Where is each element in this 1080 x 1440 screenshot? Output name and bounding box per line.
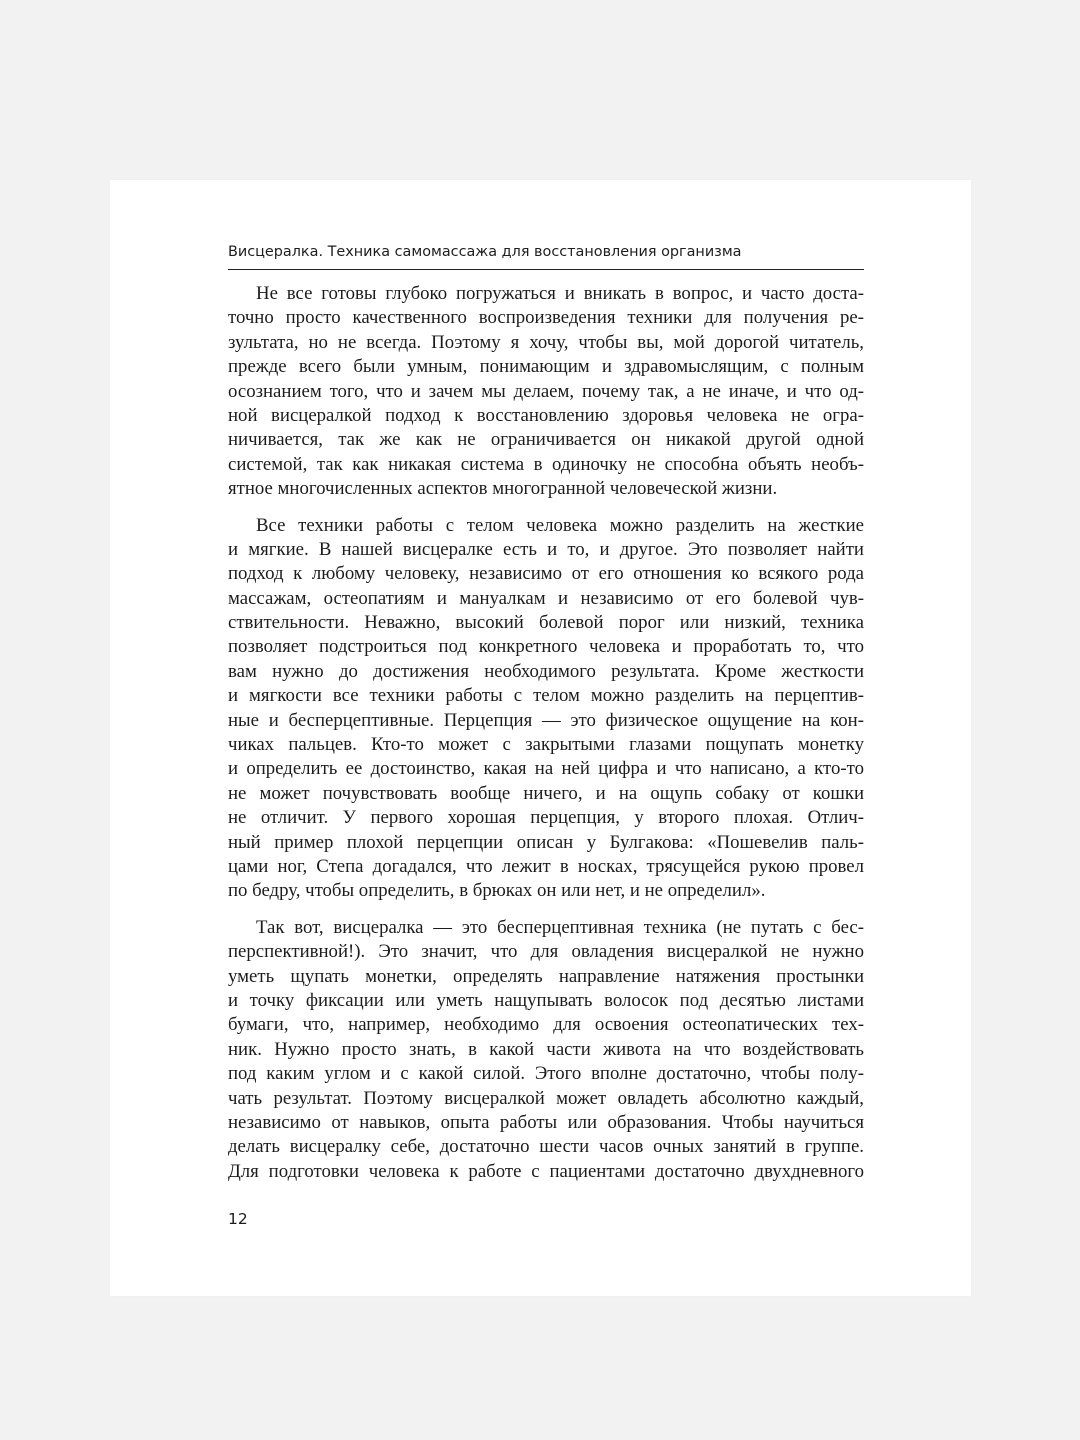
text-line: и определить ее достоинство, какая на ней цифра и что написано, а кто-то <box>228 758 864 780</box>
text-line: осознанием того, что и зачем мы делаем, почему так, а не иначе, и что од- <box>228 380 864 402</box>
text-line: и точку фиксации или уметь нащупывать волосок под десятью листами <box>228 989 864 1011</box>
text-line: системой, так как никакая система в одиночку не способна объять необъ- <box>228 453 864 475</box>
text-line: ятное многочисленных аспектов многогранной человеческой жизни. <box>228 478 778 500</box>
text-line: ничивается, так же как не ограничивается он никакой другой одной <box>228 429 864 451</box>
text-line: Все техники работы с телом человека можно разделить на жесткие <box>256 514 864 536</box>
text-line: не отличит. У первого хорошая перцепция, у второго плохая. Отлич- <box>228 807 864 829</box>
text-line: чать результат. Поэтому висцералкой может овладеть абсолютно каждый, <box>228 1087 864 1109</box>
text-line: Не все готовы глубоко погружаться и вникать в вопрос, и часто доста- <box>256 283 864 304</box>
text-line: массажам, остеопатиям и мануалкам и независимо от его болевой чув- <box>228 587 864 609</box>
text-line: делать висцералку себе, достаточно шести часов очных занятий в группе. <box>228 1136 864 1158</box>
text-line: независимо от навыков, опыта работы или образования. Чтобы научиться <box>228 1111 864 1133</box>
running-header-title: Висцералка. Техника самомассажа для восстановления организма <box>228 244 742 260</box>
text-line: не может почувствовать вообще ничего, и на ощупь собаку от кошки <box>228 782 864 804</box>
text-line: уметь щупать монетки, определять направление натяжения простынки <box>228 965 864 987</box>
text-line: вам нужно до достижения необходимого результата. Кроме жесткости <box>228 660 864 682</box>
text-line: и мягкости все техники работы с телом можно разделить на перцептив- <box>228 685 864 707</box>
text-line: ник. Нужно просто знать, в какой части живота на что воздействовать <box>228 1038 864 1060</box>
text-line: ные и бесперцептивные. Перцепция — это физическое ощущение на кон- <box>228 709 864 731</box>
book-page <box>110 180 971 1296</box>
text-line: позволяет подстроиться под конкретного человека и проработать то, что <box>228 636 864 658</box>
paragraph-3 <box>228 916 864 1184</box>
page-number: 12 <box>228 1210 248 1228</box>
text-line: по бедру, чтобы определить, в брюках он или нет, и не определил». <box>228 880 766 902</box>
text-line: ствительности. Неважно, высокий болевой порог или низкий, техника <box>228 612 864 634</box>
text-line: цами ног, Степа догадался, что лежит в носках, трясущейся рукою провел <box>228 855 864 877</box>
text-line: Так вот, висцералка — это бесперцептивная техника (не путать с бес- <box>256 916 864 938</box>
text-line: под каким углом и с какой силой. Этого вполне достаточно, чтобы полу- <box>228 1063 864 1085</box>
text-line: ный пример плохой перцепции описан у Булгакова: «Пошевелив паль- <box>228 831 864 853</box>
text-line: перспективной!). Это значит, что для овладения висцералкой не нужно <box>228 941 864 963</box>
paragraph-1 <box>228 282 864 502</box>
text-line: ной висцералкой подход к восстановлению здоровья человека не огра- <box>228 404 864 426</box>
text-line: Для подготовки человека к работе с пациентами достаточно двухдневного <box>228 1160 864 1182</box>
text-line: чиках пальцев. Кто-то может с закрытыми глазами пощупать монетку <box>228 734 864 756</box>
body-text <box>228 282 864 1184</box>
text-line: точно просто качественного воспроизведения техники для получения ре- <box>228 307 864 329</box>
text-line: бумаги, что, например, необходимо для освоения остеопатических тех- <box>228 1014 864 1036</box>
text-line: и мягкие. В нашей висцералке есть и то, и другое. Это позволяет найти <box>228 538 864 560</box>
text-line: прежде всего были умным, понимающим и здравомыслящим, с полным <box>228 356 864 378</box>
paragraph-2 <box>228 514 864 904</box>
header-rule <box>228 269 864 270</box>
text-line: зультата, но не всегда. Поэтому я хочу, чтобы вы, мой дорогой читатель, <box>228 331 864 353</box>
text-line: подход к любому человеку, независимо от его отношения ко всякого рода <box>228 563 864 585</box>
